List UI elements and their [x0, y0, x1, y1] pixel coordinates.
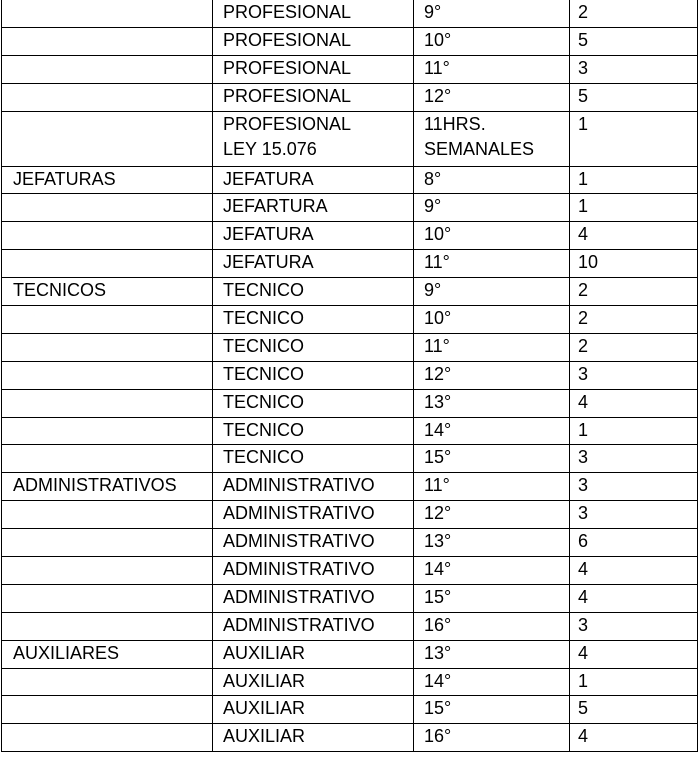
cargo-cell: JEFATURA — [213, 222, 414, 250]
group-cell — [2, 194, 213, 222]
staffing-table — [1, 0, 698, 752]
cantidad-cell: 3 — [570, 501, 698, 529]
group-cell — [2, 529, 213, 557]
group-cell — [2, 250, 213, 278]
grado-cell: 15° — [414, 584, 570, 612]
grado-cell: 13° — [414, 529, 570, 557]
group-cell — [2, 222, 213, 250]
table-row — [2, 166, 698, 194]
grado-cell: 11° — [414, 333, 570, 361]
cantidad-cell: 4 — [570, 222, 698, 250]
cantidad-cell: 5 — [570, 83, 698, 111]
table-row — [2, 445, 698, 473]
cargo-cell: AUXILIAR — [213, 668, 414, 696]
cargo-cell: ADMINISTRATIVO — [213, 557, 414, 585]
cantidad-cell: 4 — [570, 584, 698, 612]
group-cell — [2, 361, 213, 389]
grado-cell: 12° — [414, 501, 570, 529]
cargo-cell: ADMINISTRATIVO — [213, 529, 414, 557]
cantidad-cell: 3 — [570, 612, 698, 640]
grado-cell: 10° — [414, 222, 570, 250]
table-row — [2, 306, 698, 334]
cantidad-cell: 3 — [570, 55, 698, 83]
cantidad-cell: 2 — [570, 0, 698, 27]
table-row — [2, 27, 698, 55]
cantidad-cell: 3 — [570, 361, 698, 389]
grado-cell: 15° — [414, 445, 570, 473]
group-cell: TECNICOS — [2, 278, 213, 306]
table-row — [2, 361, 698, 389]
group-cell — [2, 557, 213, 585]
cargo-cell: TECNICO — [213, 278, 414, 306]
cantidad-cell: 10 — [570, 250, 698, 278]
table-row — [2, 640, 698, 668]
table-row — [2, 557, 698, 585]
group-cell — [2, 0, 213, 27]
group-cell — [2, 389, 213, 417]
cargo-cell: AUXILIAR — [213, 724, 414, 752]
cargo-cell: PROFESIONAL — [213, 55, 414, 83]
group-cell — [2, 111, 213, 166]
group-cell — [2, 55, 213, 83]
cargo-cell: TECNICO — [213, 389, 414, 417]
grado-cell: 11° — [414, 250, 570, 278]
grado-cell: 16° — [414, 612, 570, 640]
group-cell: ADMINISTRATIVOS — [2, 473, 213, 501]
table-row — [2, 612, 698, 640]
table-row — [2, 278, 698, 306]
table-row — [2, 668, 698, 696]
cargo-cell: AUXILIAR — [213, 696, 414, 724]
cargo-cell: AUXILIAR — [213, 640, 414, 668]
grado-cell: 12° — [414, 83, 570, 111]
cantidad-cell: 2 — [570, 306, 698, 334]
grado-cell: 13° — [414, 640, 570, 668]
cantidad-cell: 1 — [570, 194, 698, 222]
cargo-cell: PROFESIONAL — [213, 83, 414, 111]
table-row — [2, 250, 698, 278]
cantidad-cell: 4 — [570, 724, 698, 752]
cantidad-cell: 6 — [570, 529, 698, 557]
cargo-cell: ADMINISTRATIVO — [213, 612, 414, 640]
grado-cell: 11HRS. SEMANALES — [414, 111, 570, 166]
table-row — [2, 724, 698, 752]
cantidad-cell: 5 — [570, 27, 698, 55]
cantidad-cell: 4 — [570, 389, 698, 417]
cantidad-cell: 2 — [570, 278, 698, 306]
group-cell — [2, 668, 213, 696]
table-row — [2, 389, 698, 417]
group-cell — [2, 417, 213, 445]
cargo-cell: JEFATURA — [213, 250, 414, 278]
cantidad-cell: 1 — [570, 668, 698, 696]
cargo-cell: TECNICO — [213, 445, 414, 473]
cargo-cell: JEFARTURA — [213, 194, 414, 222]
table-row — [2, 473, 698, 501]
grado-cell: 14° — [414, 417, 570, 445]
table-row — [2, 584, 698, 612]
group-cell — [2, 724, 213, 752]
cargo-cell: TECNICO — [213, 333, 414, 361]
cargo-cell: ADMINISTRATIVO — [213, 473, 414, 501]
grado-cell: 9° — [414, 194, 570, 222]
table-row — [2, 696, 698, 724]
cantidad-cell: 1 — [570, 111, 698, 166]
grado-cell: 8° — [414, 166, 570, 194]
grado-cell: 16° — [414, 724, 570, 752]
cargo-cell: TECNICO — [213, 306, 414, 334]
cargo-cell: JEFATURA — [213, 166, 414, 194]
table-row — [2, 222, 698, 250]
grado-cell: 14° — [414, 557, 570, 585]
grado-cell: 14° — [414, 668, 570, 696]
group-cell — [2, 584, 213, 612]
cantidad-cell: 5 — [570, 696, 698, 724]
table-row — [2, 529, 698, 557]
group-cell — [2, 612, 213, 640]
cargo-cell: PROFESIONAL LEY 15.076 — [213, 111, 414, 166]
group-cell — [2, 696, 213, 724]
group-cell — [2, 333, 213, 361]
cargo-cell: TECNICO — [213, 417, 414, 445]
group-cell: JEFATURAS — [2, 166, 213, 194]
table-row — [2, 83, 698, 111]
grado-cell: 10° — [414, 306, 570, 334]
table-row — [2, 55, 698, 83]
group-cell — [2, 27, 213, 55]
grado-cell: 15° — [414, 696, 570, 724]
table-row — [2, 501, 698, 529]
table-row — [2, 0, 698, 27]
grado-cell: 9° — [414, 278, 570, 306]
cargo-cell: ADMINISTRATIVO — [213, 501, 414, 529]
group-cell — [2, 306, 213, 334]
grado-cell: 11° — [414, 473, 570, 501]
cantidad-cell: 1 — [570, 166, 698, 194]
grado-cell: 13° — [414, 389, 570, 417]
cantidad-cell: 4 — [570, 557, 698, 585]
group-cell — [2, 501, 213, 529]
cantidad-cell: 1 — [570, 417, 698, 445]
cargo-cell: PROFESIONAL — [213, 0, 414, 27]
table-row — [2, 333, 698, 361]
grado-cell: 11° — [414, 55, 570, 83]
table-row — [2, 417, 698, 445]
table-body — [2, 0, 698, 752]
cantidad-cell: 3 — [570, 445, 698, 473]
cargo-cell: ADMINISTRATIVO — [213, 584, 414, 612]
cantidad-cell: 2 — [570, 333, 698, 361]
group-cell — [2, 83, 213, 111]
cantidad-cell: 3 — [570, 473, 698, 501]
table-row — [2, 194, 698, 222]
table-row — [2, 111, 698, 166]
grado-cell: 9° — [414, 0, 570, 27]
cantidad-cell: 4 — [570, 640, 698, 668]
group-cell — [2, 445, 213, 473]
cargo-cell: TECNICO — [213, 361, 414, 389]
grado-cell: 12° — [414, 361, 570, 389]
grado-cell: 10° — [414, 27, 570, 55]
cargo-cell: PROFESIONAL — [213, 27, 414, 55]
group-cell: AUXILIARES — [2, 640, 213, 668]
